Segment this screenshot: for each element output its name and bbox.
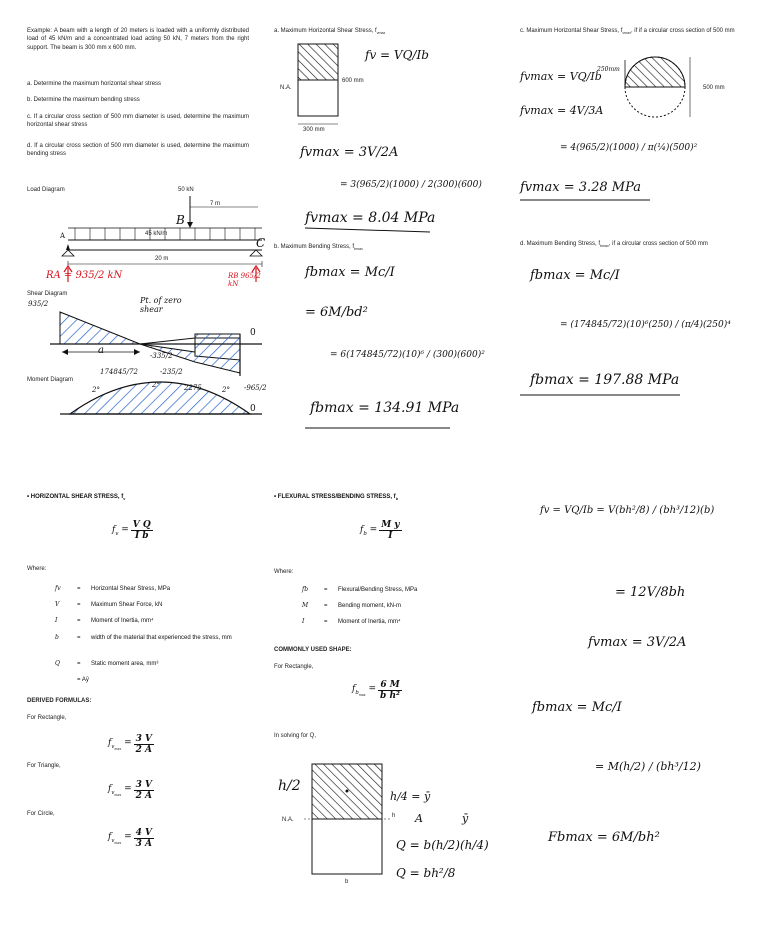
moment-deg-right: 2° <box>222 386 230 394</box>
question-c: c. If a circular cross section of 500 mm diameter is used, determine the maximum horizontal shear stress <box>27 114 249 129</box>
q-y-col: ȳ <box>462 812 469 825</box>
shear-where: Where: <box>27 566 47 572</box>
derived-heading: DERIVED FORMULAS: <box>27 698 92 704</box>
point-a: A <box>60 232 66 240</box>
part-d-line1: fbmax = Mc/I <box>530 268 620 283</box>
flex-heading: • FLEXURAL STRESS/BENDING STRESS, $f_b$ <box>274 494 398 502</box>
moment-diagram <box>60 382 262 414</box>
q-line1: Q = b(h/2)(h/4) <box>396 838 489 852</box>
flex-def-fb: fb = Flexural/Bending Stress, MPa <box>302 586 418 593</box>
part-d-line2: = (174845/72)(10)⁶(250) / (π/4)(250)⁴ <box>560 320 731 330</box>
derived-rect-formula: $f_{v_{max}}$ = $\frac{3 V}{2 A}$ <box>108 734 153 755</box>
example-body: A beam with a length of 20 meters is loaded with a uniformly distributed load of 45 kN/m and a concentrated load acting 50 kN, 7 meters from the right support. The beam is 300 mm x 600 mm. <box>27 28 249 51</box>
flex-def-i: I = Moment of Inertia, mm⁴ <box>302 618 401 625</box>
point-b: B <box>176 213 185 227</box>
part-d-result: fbmax = 197.88 MPa <box>530 372 680 388</box>
flex-formula: $f_b$ = $\frac{\text{M y}}{I}$ <box>360 520 400 541</box>
reaction-a: RA = 935/2 kN <box>46 270 123 281</box>
deriv-l1: fv = VQ/Ib = V(bh²/8) / (bh³/12)(b) <box>540 505 715 516</box>
part-b-line1: fbmax = Mc/I <box>305 265 395 280</box>
shear-mid1: -335/2 <box>150 352 173 360</box>
udl-label: 45 kN/m <box>145 231 168 237</box>
shear-def-v: V = Maximum Shear Force, kN <box>55 601 163 608</box>
derived-circ-formula: $f_{v_{max}}$ = $\frac{4 V}{3 A}$ <box>108 828 153 849</box>
part-b-title: b. Maximum Bending Stress, $f_{bmax}$ <box>274 244 363 252</box>
shear-diagram <box>50 312 262 376</box>
q-b: b <box>345 879 349 885</box>
deriv-l4: fbmax = Mc/I <box>532 700 622 715</box>
flex-def-m: M = Bending moment, kN-m <box>302 602 402 609</box>
example-label: Example: <box>27 28 53 34</box>
derived-tri: For Triangle, <box>27 763 61 769</box>
rect-section-a <box>298 44 338 124</box>
shear-start: 935/2 <box>28 300 49 308</box>
part-a-b300: 300 mm <box>303 127 325 133</box>
moment-deg-left: 2° <box>92 386 100 394</box>
part-a-result: fvmax = 8.04 MPa <box>305 210 436 226</box>
moment-b-value: 2275 <box>184 384 202 392</box>
deriv-l6: Fbmax = 6M/bh² <box>548 830 660 845</box>
shear-def-ay: = Aȳ <box>77 677 89 683</box>
span-label: 20 m <box>155 256 169 262</box>
point-c: C <box>256 236 266 250</box>
moment-value: 174845/72 <box>100 368 138 376</box>
dim-a: a <box>98 345 104 356</box>
shear-def-fv: fv = Horizontal Shear Stress, MPa <box>55 585 171 592</box>
shear-end: -965/2 <box>244 384 267 392</box>
question-a: a. Determine the maximum horizontal shear stress <box>27 81 162 87</box>
dist-7m: 7 m <box>210 201 221 207</box>
shear-def-b: b = width of the material that experienced the stress, mm <box>55 634 232 641</box>
part-d-title: d. Maximum Bending Stress, $f_{bmax}$, if a circular cross section of 500 mm <box>520 241 708 249</box>
flex-rect-formula: $f_{b_{max}}$ = $\frac{6 M}{\text{b h²}}$ <box>352 680 400 701</box>
load-50kn: 50 kN <box>178 187 194 193</box>
q-h4: h/4 = ȳ <box>390 790 431 803</box>
part-a-line1: fvmax = 3V/2A <box>300 145 399 160</box>
q-line2: Q = bh²/8 <box>396 866 456 880</box>
part-a-title: a. Maximum Horizontal Shear Stress, $f_{vmax}$ <box>274 28 386 36</box>
reaction-b: RB 965/2 kN <box>228 272 261 288</box>
question-b: b. Determine the maximum bending stress <box>27 97 140 103</box>
zero-shear-note: Pt. of zero shear <box>140 296 182 314</box>
moment-deg-mid: 2° <box>152 381 160 389</box>
part-c-250: 250mm <box>597 66 620 73</box>
shear-def-q: Q = Static moment area, mm³ <box>55 660 159 667</box>
shear-zero: 0 <box>250 328 256 338</box>
part-c-result: fvmax = 3.28 MPa <box>520 180 642 195</box>
derived-tri-formula: $f_{v_{max}}$ = $\frac{3 V}{2 A}$ <box>108 780 153 801</box>
part-a-na: N.A. <box>280 85 292 91</box>
derived-rect: For Rectangle, <box>27 715 67 721</box>
shear-heading: • HORIZONTAL SHEAR STRESS, $f_v$ <box>27 494 126 502</box>
deriv-l2: = 12V/8bh <box>615 585 686 600</box>
common-shape: COMMONLY USED SHAPE: <box>274 647 352 653</box>
part-b-line3: = 6(174845/72)(10)⁶ / (300)(600)² <box>330 350 485 360</box>
load-diagram-label: Load Diagram <box>27 187 65 193</box>
part-c-line1: fvmax = VQ/Ib <box>520 70 602 83</box>
question-d: d. If a circular cross section of 500 mm diameter is used, determine the maximum bending stress <box>27 143 249 158</box>
rect-section-q <box>304 764 390 874</box>
part-c-line3: = 4(965/2)(1000) / π(¼)(500)² <box>560 143 698 153</box>
q-h: h <box>392 813 396 819</box>
part-b-line2: = 6M/bd² <box>305 305 368 320</box>
part-c-title: c. Maximum Horizontal Shear Stress, $f_{vmax}$, if if a circular cross section of 500 mm <box>520 28 735 36</box>
circle-section-c <box>625 57 690 117</box>
deriv-l5: = M(h/2) / (bh³/12) <box>595 760 701 773</box>
shear-mid2: -235/2 <box>160 368 183 376</box>
solving-q: In solving for Q, <box>274 733 317 739</box>
q-na: N.A. <box>282 817 294 823</box>
derived-circ: For Circle, <box>27 811 55 817</box>
part-c-500: 500 mm <box>703 85 725 91</box>
moment-zero: 0 <box>250 404 256 414</box>
part-a-h600: 600 mm <box>342 78 364 84</box>
q-h2: h/2 <box>278 778 301 794</box>
moment-diagram-label: Moment Diagram <box>27 377 74 383</box>
shear-def-i: I = Moment of Inertia, mm⁴ <box>55 617 154 624</box>
q-a-col: A <box>415 812 423 825</box>
part-c-line2: fvmax = 4V/3A <box>520 104 604 117</box>
part-b-result: fbmax = 134.91 MPa <box>310 400 460 416</box>
flex-rect: For Rectangle, <box>274 664 314 670</box>
shear-formula: $f_v$ = $\frac{\text{V Q}}{\text{I b}}$ <box>112 520 151 541</box>
part-a-fv-eq: fv = VQ/Ib <box>365 48 429 62</box>
shear-diagram-label: Shear Diagram <box>27 291 68 297</box>
part-a-line2: = 3(965/2)(1000) / 2(300)(600) <box>340 180 482 190</box>
deriv-l3: fvmax = 3V/2A <box>588 635 687 650</box>
flex-where: Where: <box>274 569 294 575</box>
